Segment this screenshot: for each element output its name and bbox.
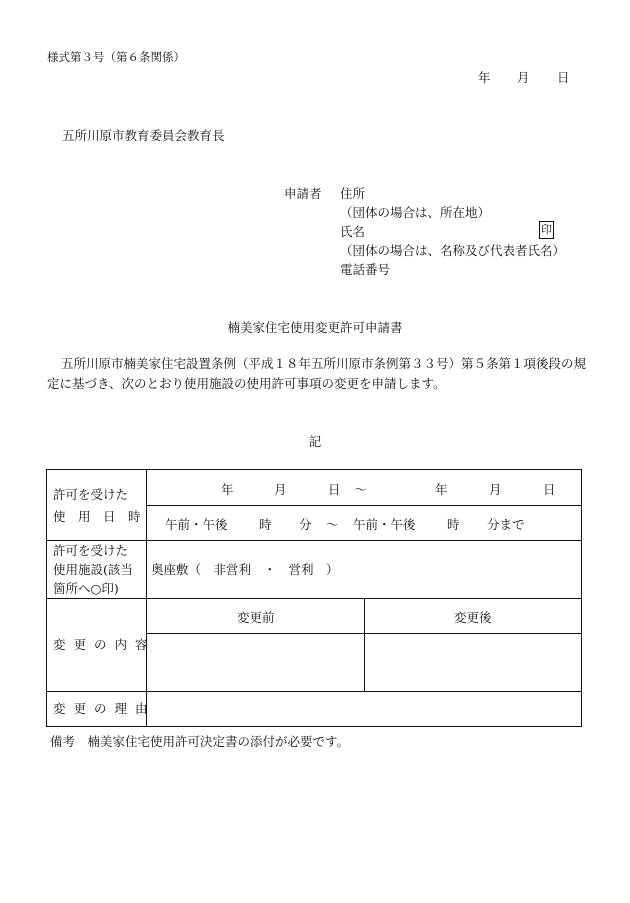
facility-label-line1: 許可を受けた bbox=[53, 543, 129, 558]
applicant-phone-label: 電話番号 bbox=[340, 262, 391, 277]
body-paragraph: 五所川原市楠美家住宅設置条例（平成１８年五所川原市条例第３３号）第５条第１項後段の規定に基づき、次のとおり使用施設の使用許可事項の変更を申請します。 bbox=[47, 356, 587, 391]
table-row-divider bbox=[47, 598, 582, 599]
document-title: 楠美家住宅使用変更許可申請書 bbox=[227, 320, 403, 335]
date-year: 年 bbox=[478, 70, 491, 85]
facility-value: 奥座敷（ 非営利 ・ 営利 ） bbox=[151, 562, 339, 577]
start-minute: 分 bbox=[299, 517, 312, 532]
applicant-name-note: （団体の場合は、名称及び代表者氏名） bbox=[340, 243, 566, 258]
table-row-divider bbox=[47, 691, 582, 692]
seal-mark: 印 bbox=[539, 221, 554, 239]
end-day: 日 bbox=[543, 482, 556, 497]
date-month: 月 bbox=[517, 70, 530, 85]
start-hour: 時 bbox=[259, 517, 272, 532]
change-content-label: 変更の内容 bbox=[53, 637, 156, 652]
end-ampm: 午前・午後 bbox=[353, 517, 416, 532]
before-change-header: 変更前 bbox=[237, 610, 275, 625]
start-year: 年 bbox=[221, 482, 234, 497]
form-number: 様式第３号（第６条関係） bbox=[47, 50, 185, 64]
applicant-address-note: （団体の場合は、所在地） bbox=[340, 205, 491, 220]
start-month: 月 bbox=[274, 482, 287, 497]
applicant-label: 申請者 bbox=[284, 186, 322, 201]
usage-datetime-label-line1: 許可を受けた bbox=[53, 487, 129, 502]
end-hour: 時 bbox=[447, 517, 460, 532]
time-range-tilde: ～ bbox=[326, 517, 339, 532]
date-range-tilde: ～ bbox=[354, 482, 367, 497]
change-reason-field[interactable] bbox=[151, 694, 571, 722]
change-column-divider bbox=[364, 598, 365, 691]
facility-label-line3: 箇所へ○印) bbox=[53, 581, 119, 596]
end-month: 月 bbox=[489, 482, 502, 497]
end-minute: 分まで bbox=[487, 517, 525, 532]
change-reason-label: 変更の理由 bbox=[53, 701, 156, 716]
start-day: 日 bbox=[328, 482, 341, 497]
facility-label-line2: 使用施設(該当 bbox=[53, 562, 133, 577]
application-table bbox=[46, 469, 582, 727]
addressee: 五所川原市教育委員会教育長 bbox=[62, 128, 225, 143]
ki-heading: 記 bbox=[308, 434, 322, 449]
applicant-address-label: 住所 bbox=[340, 186, 366, 201]
start-ampm: 午前・午後 bbox=[165, 517, 228, 532]
remarks-note: 備考 楠美家住宅使用許可決定書の添付が必要です。 bbox=[50, 734, 350, 749]
end-year: 年 bbox=[435, 482, 448, 497]
after-change-header: 変更後 bbox=[454, 610, 492, 625]
usage-datetime-label-line2: 使 用 日 時 bbox=[53, 509, 141, 524]
applicant-name-label: 氏名 bbox=[340, 224, 366, 239]
date-day: 日 bbox=[557, 70, 570, 85]
table-subrow-divider bbox=[146, 505, 582, 506]
